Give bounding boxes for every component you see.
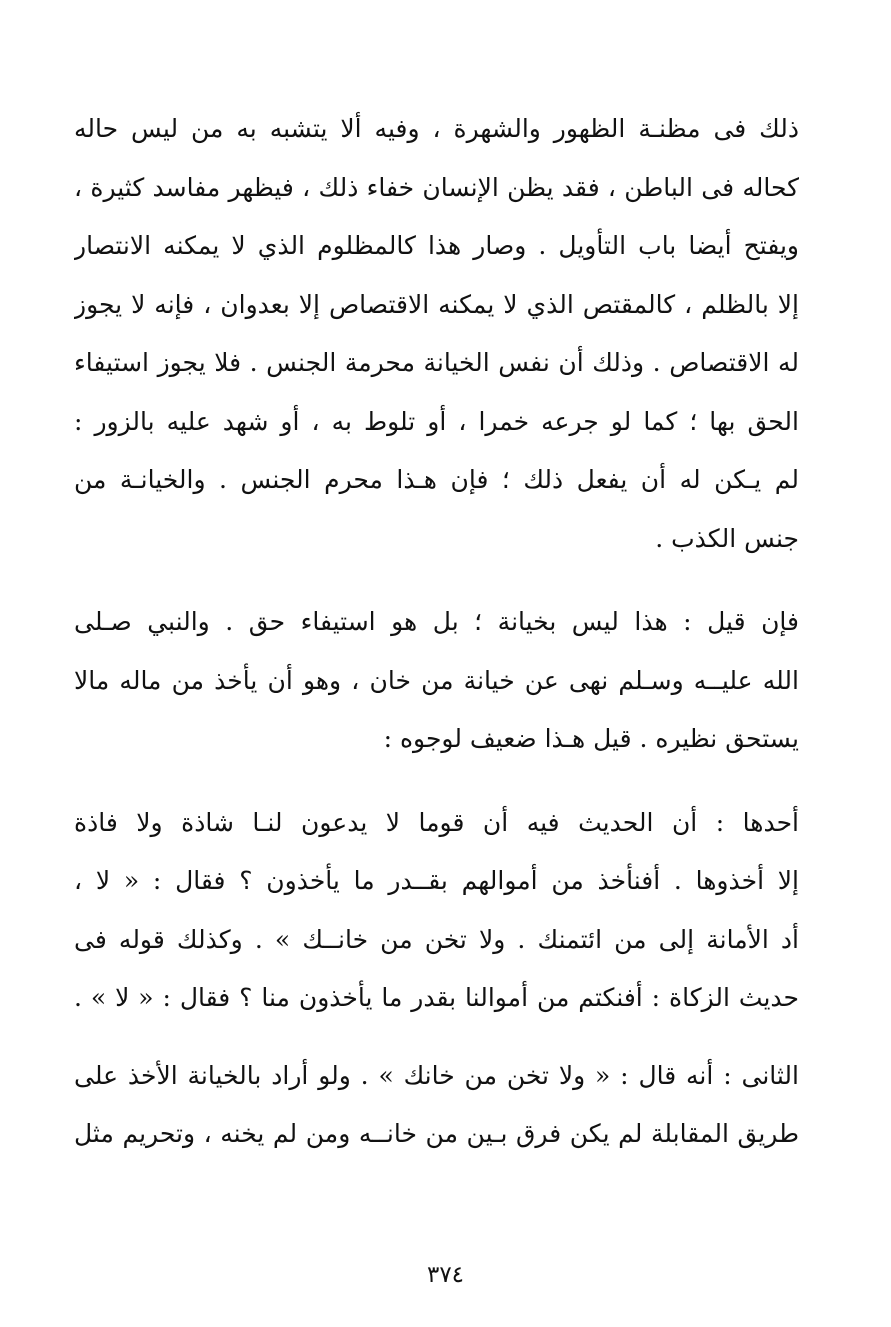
text-line: جنس الكذب .: [655, 523, 799, 553]
text-line: ذلك فى مظنـة الظهور والشهرة ، وفيه ألا يتشبه به من ليس حاله: [74, 114, 799, 143]
paragraph-4: [74, 1047, 799, 1164]
text-line: فإن قيل : هذا ليس بخيانة ؛ بل هو استيفاء حق . والنبي صـلى: [74, 607, 799, 636]
paragraph-1: [74, 100, 799, 568]
text-line: أد الأمانة إلى من ائتمنك . ولا تخن من خانــك » . وكذلك قوله فى: [74, 924, 799, 954]
text-line: ويفتح أيضا باب التأويل . وصار هذا كالمظلوم الذي لا يمكنه الانتصار: [74, 231, 799, 260]
text-line: أحدها : أن الحديث فيه أن قوما لا يدعون لنـا شاذة ولا فاذة: [74, 807, 799, 837]
page-body: [74, 100, 799, 1287]
text-line: الحق بها ؛ كما لو جرعه خمرا ، أو تلوط به ، أو شهد عليه بالزور :: [74, 406, 799, 436]
text-line: له الاقتصاص . وذلك أن نفس الخيانة محرمة الجنس . فلا يجوز استيفاء: [74, 348, 799, 377]
text-line: كحاله فى الباطن ، فقد يظن الإنسان خفاء ذلك ، فيظهر مفاسد كثيرة ،: [74, 172, 799, 202]
text-line: يستحق نظيره . قيل هـذا ضعيف لوجوه :: [383, 724, 799, 753]
text-line: الثانى : أنه قال : « ولا تخن من خانك » . ولو أراد بالخيانة الأخذ على: [74, 1060, 799, 1090]
text-line: إلا بالظلم ، كالمقتص الذي لا يمكنه الاقتصاص إلا بعدوان ، فإنه لا يجوز: [74, 289, 799, 319]
paragraph-3: [74, 794, 799, 1028]
paragraph-2: [74, 593, 799, 769]
text-line: إلا أخذوها . أفنأخذ من أموالهم بقــدر ما يأخذون ؟ فقال : « لا ،: [74, 866, 799, 895]
text-line: الله عليــه وسـلم نهى عن خيانة من خان ، وهو أن يأخذ من ماله مالا: [74, 665, 799, 695]
text-line: حديث الزكاة : أفنكتم من أموالنا بقدر ما يأخذون منا ؟ فقال : « لا » .: [74, 983, 799, 1012]
text-line: طريق المقابلة لم يكن فرق بـين من خانــه ومن لم يخنه ، وتحريم مثل: [74, 1119, 799, 1148]
page-number: ٣٧٤: [426, 1262, 465, 1288]
text-line: لم يـكن له أن يفعل ذلك ؛ فإن هـذا محرم الجنس . والخيانـة من: [74, 465, 799, 494]
